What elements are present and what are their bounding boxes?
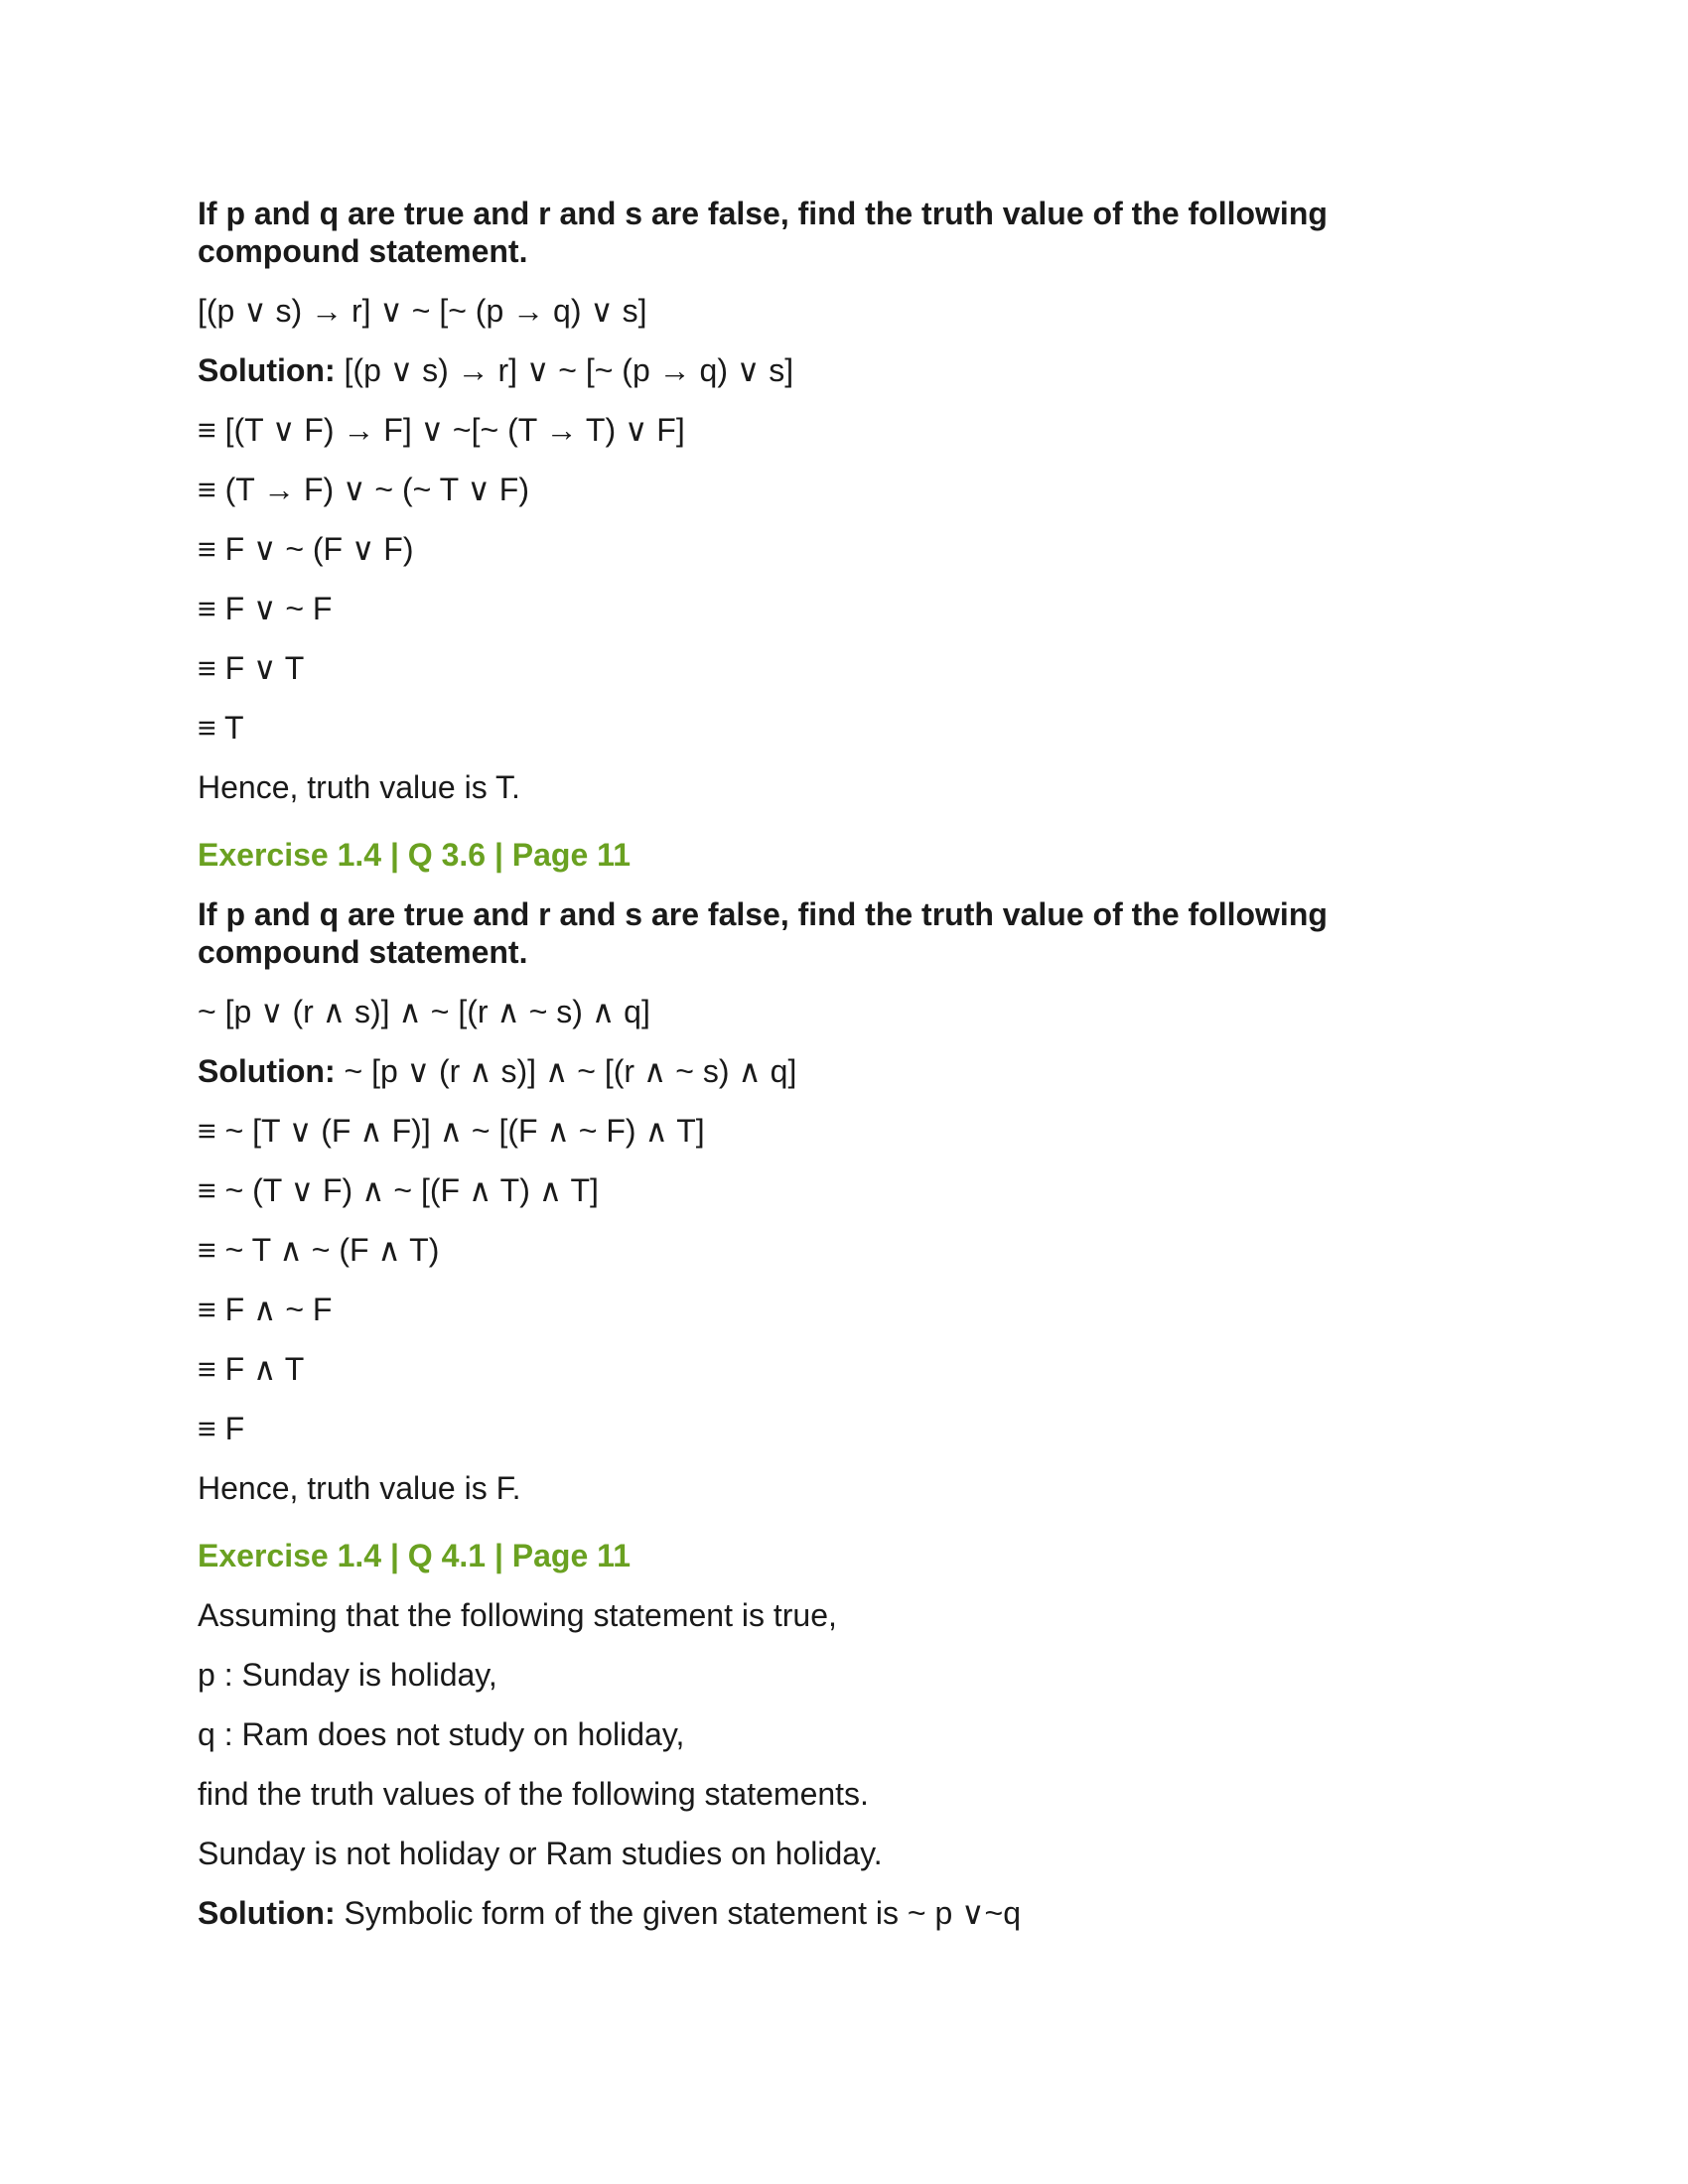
solution-label: Solution: — [198, 1895, 336, 1931]
conclusion: Hence, truth value is T. — [198, 769, 520, 805]
conclusion: Hence, truth value is F. — [198, 1470, 521, 1506]
solution-label: Solution: — [198, 1053, 336, 1089]
exercise-heading: Exercise 1.4 | Q 3.6 | Page 11 — [198, 837, 631, 873]
solution-step: ≡ F — [198, 1411, 245, 1446]
solution-step: ≡ F ∨ ~ F — [198, 591, 333, 626]
statement-line: q : Ram does not study on holiday, — [198, 1716, 685, 1752]
solution-text: Symbolic form of the given statement is ~ p ∨~q — [335, 1895, 1022, 1931]
solution-expression: [(p ∨ s) → r] ∨ ~ [~ (p → q) ∨ s] — [335, 352, 794, 388]
solution-step: ≡ F ∨ ~ (F ∨ F) — [198, 531, 414, 567]
expression: [(p ∨ s) → r] ∨ ~ [~ (p → q) ∨ s] — [198, 293, 647, 329]
solution-line — [198, 1894, 1449, 1932]
solution-line — [198, 1052, 1449, 1090]
solution-step: ≡ (T → F) ∨ ~ (~ T ∨ F) — [198, 472, 529, 507]
solution-step: ≡ T — [198, 710, 244, 746]
solution-step: ≡ ~ [T ∨ (F ∧ F)] ∧ ~ [(F ∧ ~ F) ∧ T] — [198, 1113, 705, 1149]
question-text: If p and q are true and r and s are false, find the truth value of the following compound statement. — [198, 896, 1328, 970]
solution-step: ≡ F ∧ ~ F — [198, 1292, 333, 1327]
solution-step: ≡ [(T ∨ F) → F] ∨ ~[~ (T → T) ∨ F] — [198, 412, 685, 448]
exercise-heading: Exercise 1.4 | Q 4.1 | Page 11 — [198, 1538, 631, 1573]
question-block-1 — [198, 195, 1449, 806]
question-text: If p and q are true and r and s are false, find the truth value of the following compound statement. — [198, 196, 1328, 269]
statement-line: Assuming that the following statement is true, — [198, 1597, 837, 1633]
document-page — [198, 195, 1449, 1954]
solution-step: ≡ F ∨ T — [198, 650, 305, 686]
question-block-2 — [198, 836, 1449, 1507]
expression: ~ [p ∨ (r ∧ s)] ∧ ~ [(r ∧ ~ s) ∧ q] — [198, 994, 650, 1029]
solution-step: ≡ ~ (T ∨ F) ∧ ~ [(F ∧ T) ∧ T] — [198, 1172, 599, 1208]
statement-line: p : Sunday is holiday, — [198, 1657, 497, 1693]
solution-label: Solution: — [198, 352, 336, 388]
statement-line: find the truth values of the following statements. — [198, 1776, 869, 1812]
statement-line: Sunday is not holiday or Ram studies on holiday. — [198, 1836, 883, 1871]
solution-line — [198, 351, 1449, 389]
solution-step: ≡ ~ T ∧ ~ (F ∧ T) — [198, 1232, 440, 1268]
solution-step: ≡ F ∧ T — [198, 1351, 305, 1387]
solution-expression: ~ [p ∨ (r ∧ s)] ∧ ~ [(r ∧ ~ s) ∧ q] — [335, 1053, 797, 1089]
question-block-3 — [198, 1537, 1449, 1932]
